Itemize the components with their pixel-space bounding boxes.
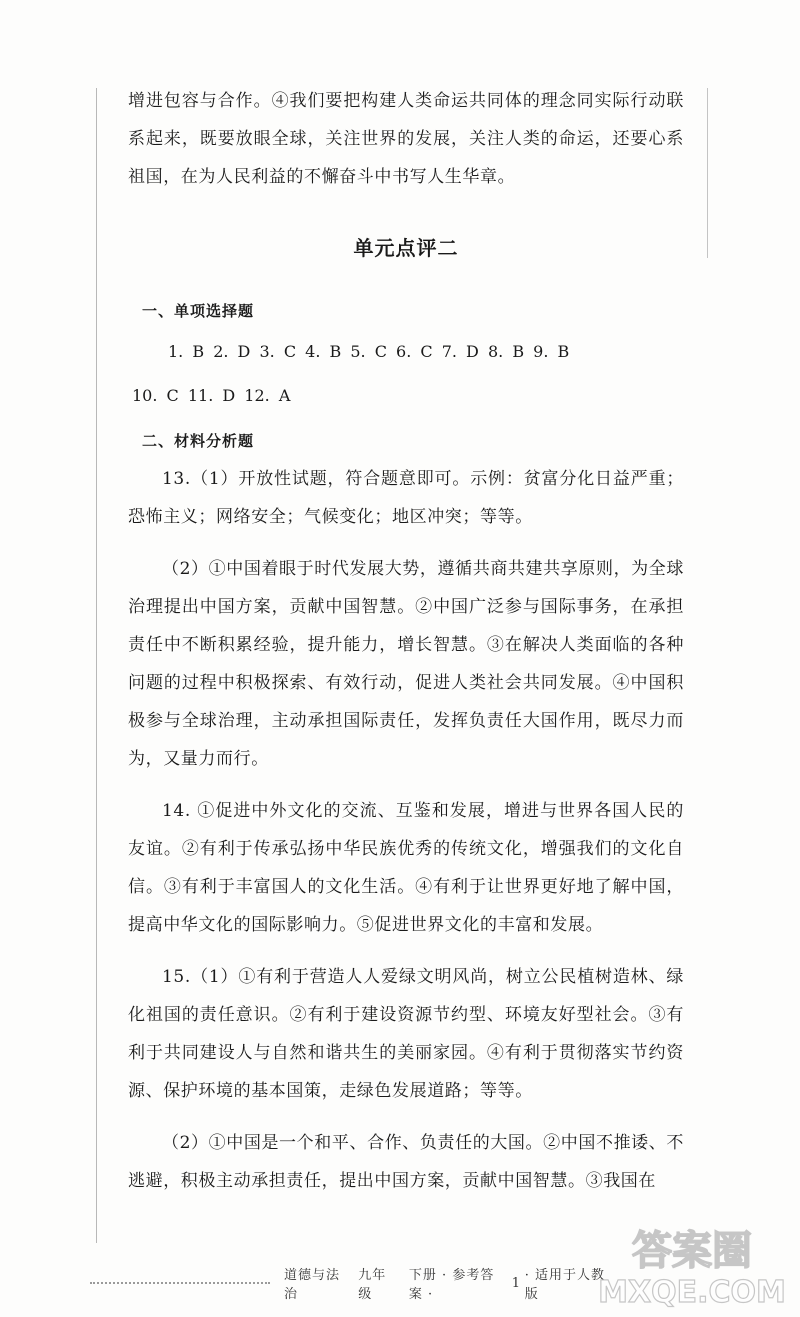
intro-paragraph: 增进包容与合作。④我们要把构建人类命运共同体的理念同实际行动联系起来，既要放眼全球，关注世界的发展，关注人类的命运，还要心系祖国，在为人民利益的不懈奋斗中书写人生华章。 xyxy=(128,91,684,187)
footer-grade: 九年级 xyxy=(358,1268,387,1302)
footer-dotted-line xyxy=(90,1282,270,1284)
section-heading-choice: 一、单项选择题 xyxy=(142,302,255,320)
section-material-analysis xyxy=(128,422,684,1200)
choice-answers-line1: 1. B 2. D 3. C 4. B 5. C 6. C 7. D 8. B 9. B xyxy=(168,342,570,361)
q13-part2: （2）①中国着眼于时代发展大势，遵循共商共建共享原则，为全球治理提出中国方案，贡献中国智慧。②中国广泛参与国际事务，在承担责任中不断积累经验，提升能力，增长智慧。③在解决人类面临的各种问题的过程中积极探索、有效行动，促进人类社会共同发展。④中国积极参与全球治理，主动承担国际责任，发挥负责任大国作用，既尽力而为，又量力而行。 xyxy=(128,559,684,769)
section-heading-analysis: 二、材料分析题 xyxy=(142,432,255,450)
choice-answers-line2: 10. C 11. D 12. A xyxy=(132,386,291,405)
footer-volume: 下册 · 参考答案 · xyxy=(408,1268,495,1302)
left-margin-rule xyxy=(96,88,97,1243)
section-multiple-choice xyxy=(128,292,684,418)
q15-part1: 15.（1）①有利于营造人人爱绿文明风尚，树立公民植树造林、绿化祖国的责任意识。②有利于建设资源节约型、环境友好型社会。③有利于共同建设人与自然和谐共生的美丽家园。④有利于贯彻落实节约资源、保护环境的基本国策，走绿色发展道路；等等。 xyxy=(128,967,684,1101)
watermark-logo xyxy=(596,1218,786,1308)
footer-edition: · 适用于人教版 xyxy=(524,1268,605,1302)
watermark-line1: 答案圈 xyxy=(632,1228,752,1274)
answer-page xyxy=(128,82,684,1200)
watermark-line2: MXQE.COM xyxy=(598,1275,786,1308)
page-footer xyxy=(90,1264,610,1302)
q13-part1: 13.（1）开放性试题，符合题意即可。示例：贫富分化日益严重；恐怖主义；网络安全；气候变化；地区冲突；等等。 xyxy=(128,469,684,527)
q14-answer: 14. ①促进中外文化的交流、互鉴和发展，增进与世界各国人民的友谊。②有利于传承弘扬中华民族优秀的传统文化，增强我们的文化自信。③有利于丰富国人的文化生活。④有利于让世界更好地了解中国，提高中华文化的国际影响力。⑤促进世界文化的丰富和发展。 xyxy=(128,801,684,935)
footer-page-number: 1 xyxy=(511,1275,522,1291)
page-title: 单元点评二 xyxy=(353,236,459,260)
right-margin-rule xyxy=(707,88,708,258)
q15-part2: （2）①中国是一个和平、合作、负责任的大国。②中国不推诿、不逃避，积极主动承担责任，提出中国方案，贡献中国智慧。③我国在 xyxy=(128,1133,684,1191)
footer-subject: 道德与法治 xyxy=(284,1268,341,1302)
